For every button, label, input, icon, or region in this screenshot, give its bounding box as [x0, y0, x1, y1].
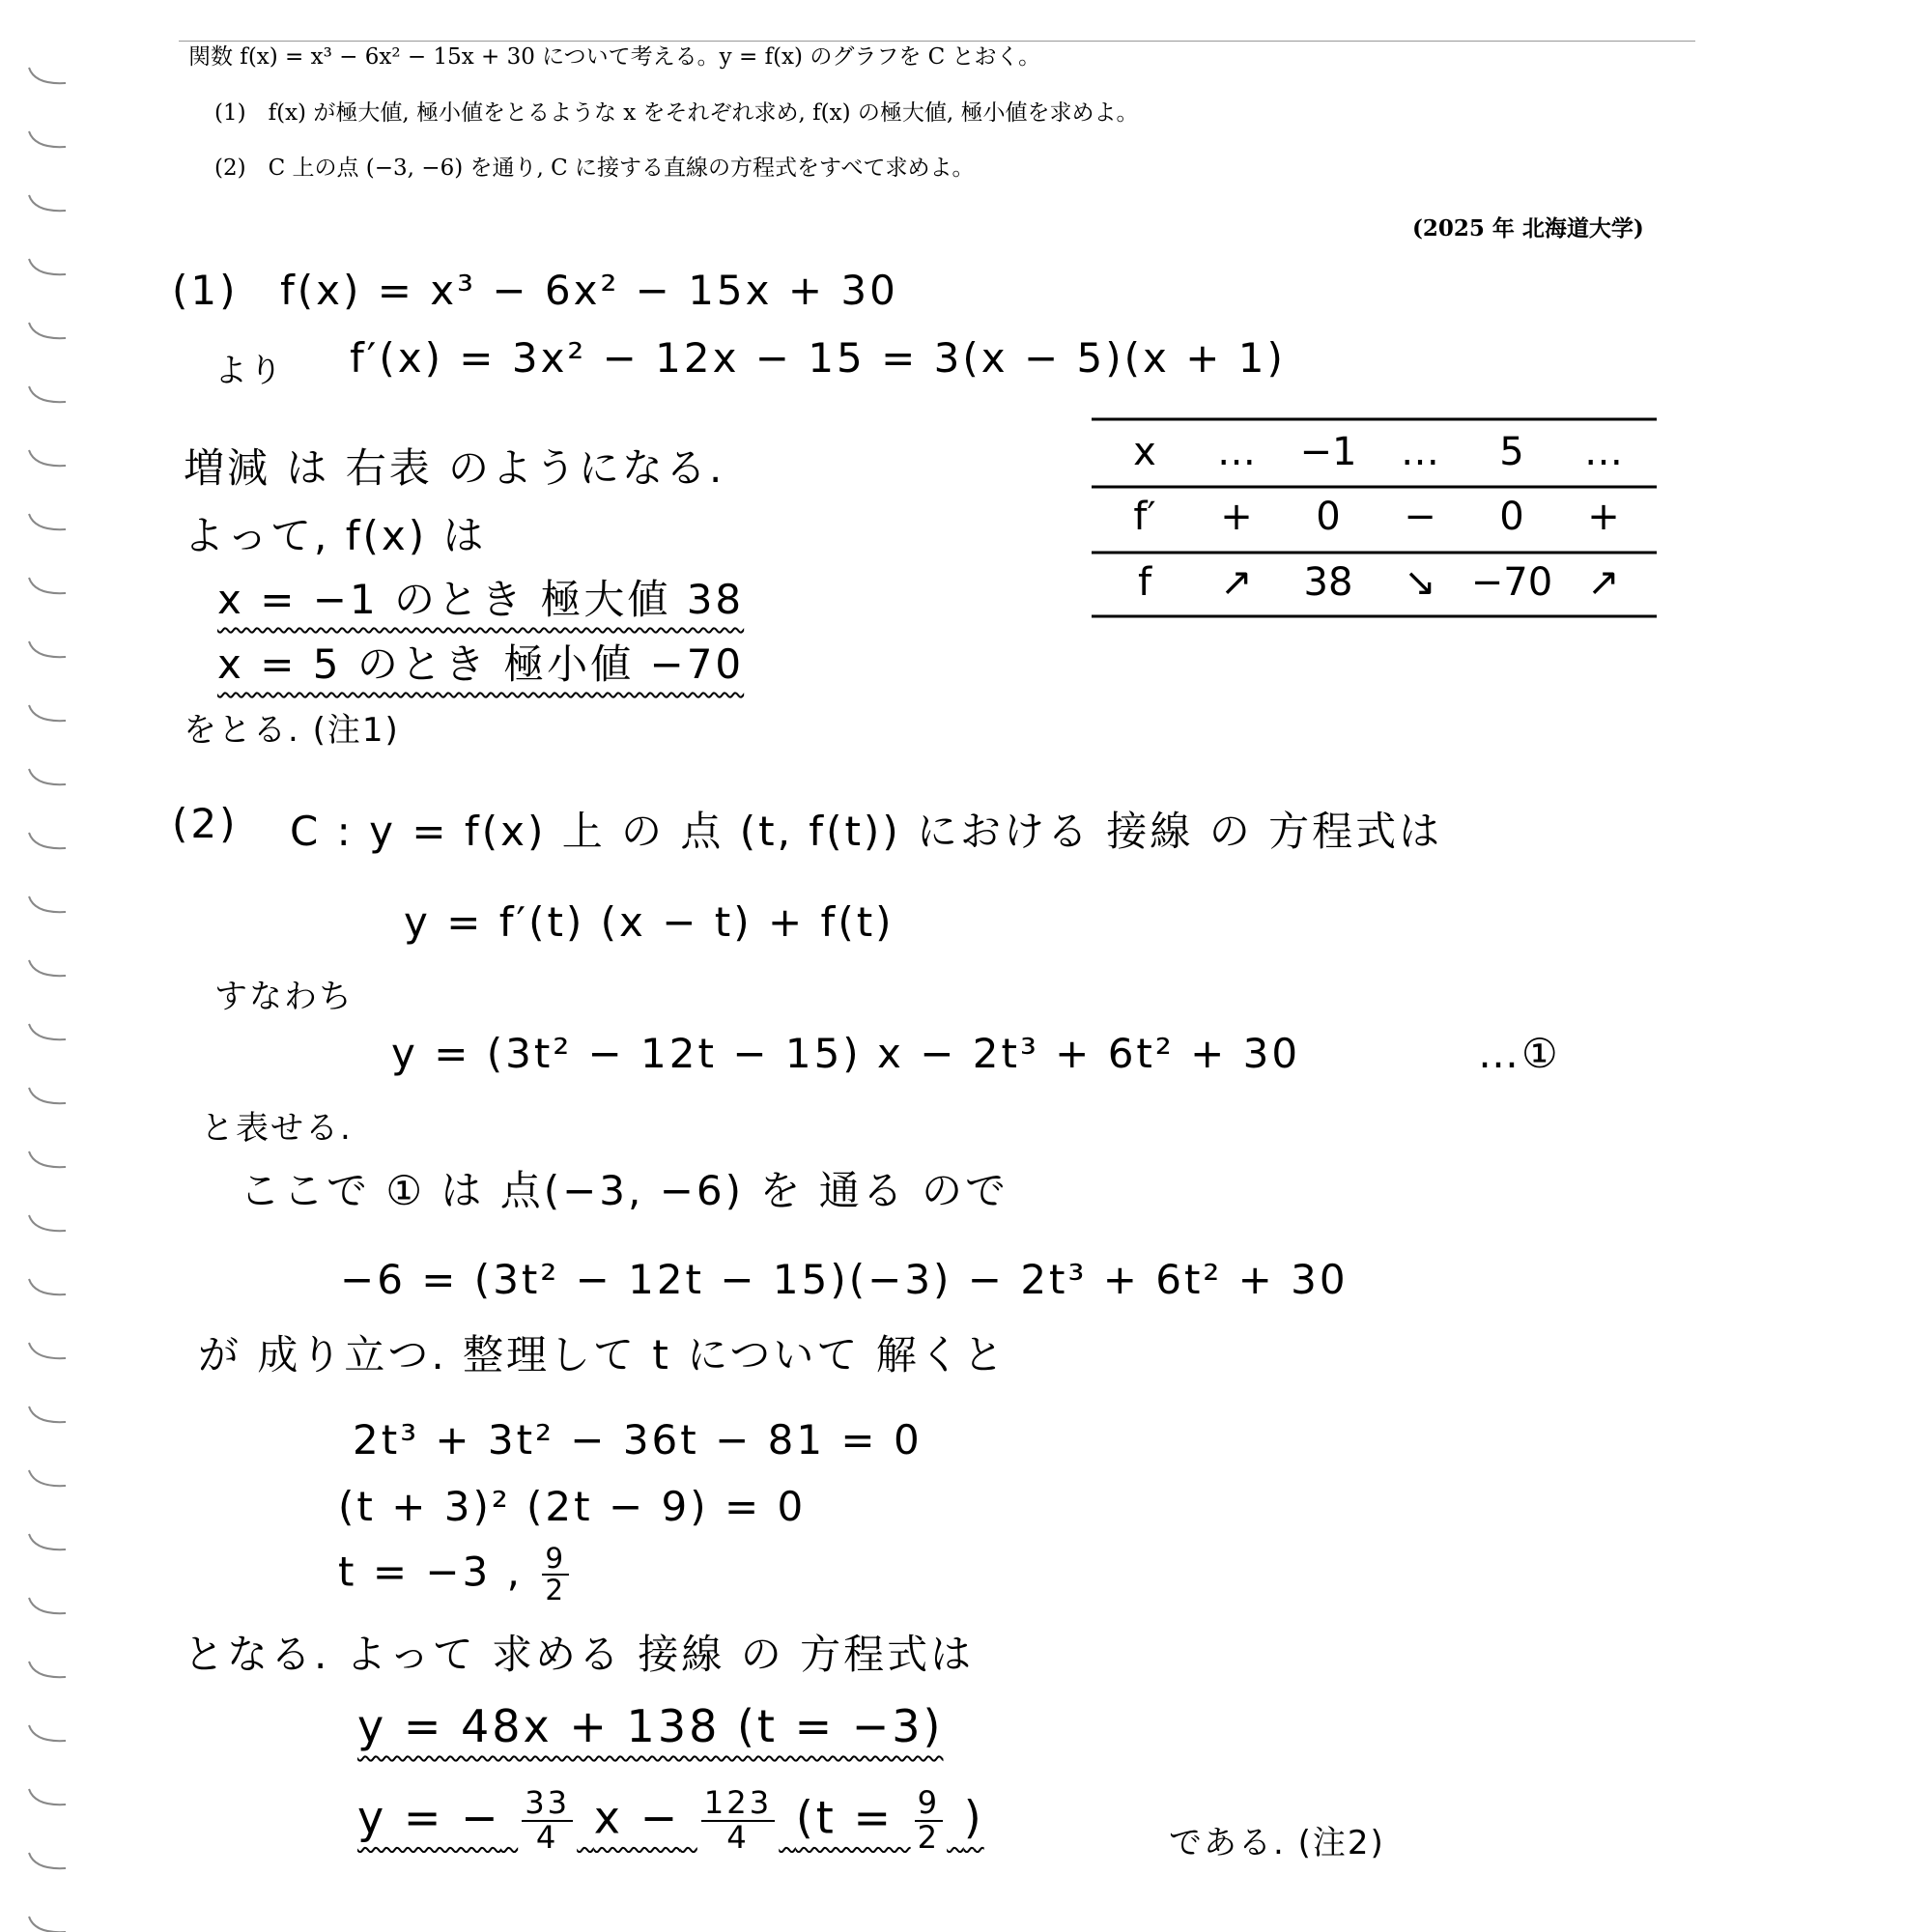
part2-substitution: −6 = (3t² − 12t − 15)(−3) − 2t³ + 6t² + 30 [340, 1256, 1349, 1303]
part2-kokode: ここで ① は 点(−3, −6) を 通る ので [240, 1167, 1009, 1214]
spiral-ring [29, 769, 66, 784]
spiral-ring [29, 68, 66, 83]
notebook-spiral [0, 0, 87, 1932]
spiral-ring [29, 833, 66, 848]
problem-source: (2025 年 北海道大学) [1412, 215, 1644, 242]
table-cell: −1 [1299, 430, 1357, 474]
spiral-ring [29, 960, 66, 976]
part2-label: (2) [172, 800, 239, 847]
spiral-ring [29, 1470, 66, 1486]
spiral-ring [29, 1598, 66, 1613]
part2-intro: C : y = f(x) 上 の 点 (t, f(t)) における 接線 の 方程式は [290, 808, 1443, 855]
table-cell: −70 [1470, 560, 1553, 605]
problem-intro: 関数 f(x) = x³ − 6x² − 15x + 30 について考える。y = f(x) のグラフを C とおく。 [188, 44, 1041, 70]
table-cell: 5 [1499, 430, 1524, 474]
part1-toru: をとる. (注1) [184, 711, 400, 750]
table-cell: 0 [1499, 495, 1524, 539]
spiral-ring [29, 386, 66, 402]
part1-label: (1) [172, 267, 239, 314]
spiral-ring [29, 259, 66, 274]
table-cell: 0 [1316, 495, 1341, 539]
table-cell: ↗ [1220, 560, 1253, 605]
spiral-ring [29, 1662, 66, 1677]
spiral-ring [29, 705, 66, 721]
spiral-ring [29, 1789, 66, 1804]
spiral-ring [29, 450, 66, 466]
spiral-ring [29, 1406, 66, 1422]
part2-answer-1: y = 48x + 138 (t = −3) [357, 1700, 944, 1752]
part2-naru: となる. よって 求める 接線 の 方程式は [184, 1631, 975, 1678]
part2-solutions [338, 1544, 573, 1605]
table-cell: ↗ [1587, 560, 1620, 605]
part1-derivative: f′(x) = 3x² − 12x − 15 = 3(x − 5)(x + 1) [350, 334, 1286, 382]
part2-dearu: である. (注2) [1169, 1824, 1385, 1862]
spiral-ring [29, 131, 66, 147]
table-row-x-head: x [1133, 430, 1156, 474]
part1-max-answer: x = −1 のとき 極大値 38 [217, 576, 745, 623]
table-cell: + [1220, 495, 1253, 539]
spiral-ring [29, 1725, 66, 1741]
spiral-ring [29, 1534, 66, 1549]
fraction-9-2-answer: $\frac{9}{2}$ [915, 1787, 943, 1855]
table-cell: 38 [1303, 560, 1353, 605]
spiral-ring [29, 1279, 66, 1294]
table-cell: + [1587, 495, 1620, 539]
table-cell: − [1404, 495, 1436, 539]
part1-yori: より [214, 352, 284, 390]
table-cell: … [1217, 430, 1256, 474]
part2-eq1: y = (3t² − 12t − 15) x − 2t³ + 6t² + 30 [391, 1030, 1301, 1077]
table-cell: … [1584, 430, 1623, 474]
part1-yotte: よって, f(x) は [184, 512, 487, 559]
part2-tangent-general: y = f′(t) (x − t) + f(t) [404, 898, 895, 946]
part2-factored: (t + 3)² (2t − 9) = 0 [338, 1483, 807, 1530]
part2-arawaseru: と表せる. [201, 1109, 353, 1148]
part1-min-answer: x = 5 のとき 極小値 −70 [217, 640, 745, 688]
problem-q1: (1) f(x) が極大値, 極小値をとるような x をそれぞれ求め, f(x) の極大値, 極小値を求めよ。 [214, 100, 1139, 126]
spiral-ring [29, 1917, 66, 1932]
part2-naritatsu: が 成り立つ. 整理して t について 解くと [198, 1331, 1007, 1378]
solutions-prefix: t = −3 , [338, 1548, 523, 1596]
table-row-fprime-head: f′ [1133, 495, 1156, 539]
spiral-ring [29, 1343, 66, 1358]
part2-answer-2: y = − $\frac{33}{4}$ x − $\frac{123}{4}$ (t = $\frac{9}{2}$ ) [357, 1784, 984, 1856]
table-cell: ↘ [1404, 560, 1436, 605]
spiral-ring [29, 1853, 66, 1868]
part2-eq1-tag: …① [1478, 1030, 1561, 1077]
fraction-123-4: $\frac{123}{4}$ [701, 1787, 775, 1855]
part2-sunawachi: すなわち [214, 978, 354, 1016]
spiral-ring [29, 1024, 66, 1039]
spiral-ring [29, 1215, 66, 1231]
fraction-33-4: $\frac{33}{4}$ [522, 1787, 573, 1855]
spiral-ring [29, 1151, 66, 1167]
spiral-ring [29, 641, 66, 657]
spiral-ring [29, 896, 66, 912]
table-cell: … [1401, 430, 1439, 474]
spiral-ring [29, 323, 66, 338]
table-row-f-head: f [1137, 560, 1152, 605]
spiral-ring [29, 578, 66, 593]
part2-cubic: 2t³ + 3t² − 36t − 81 = 0 [353, 1416, 923, 1463]
problem-q2: (2) C 上の点 (−3, −6) を通り, C に接する直線の方程式をすべて求めよ。 [214, 156, 975, 181]
spiral-ring [29, 514, 66, 529]
spiral-ring [29, 195, 66, 211]
spiral-ring [29, 1088, 66, 1103]
part1-fx: f(x) = x³ − 6x² − 15x + 30 [280, 267, 898, 314]
part1-inc-dec-text: 増減 は 右表 のようになる. [184, 444, 725, 492]
fraction-9-2: $\frac{9}{2}$ [542, 1544, 569, 1605]
